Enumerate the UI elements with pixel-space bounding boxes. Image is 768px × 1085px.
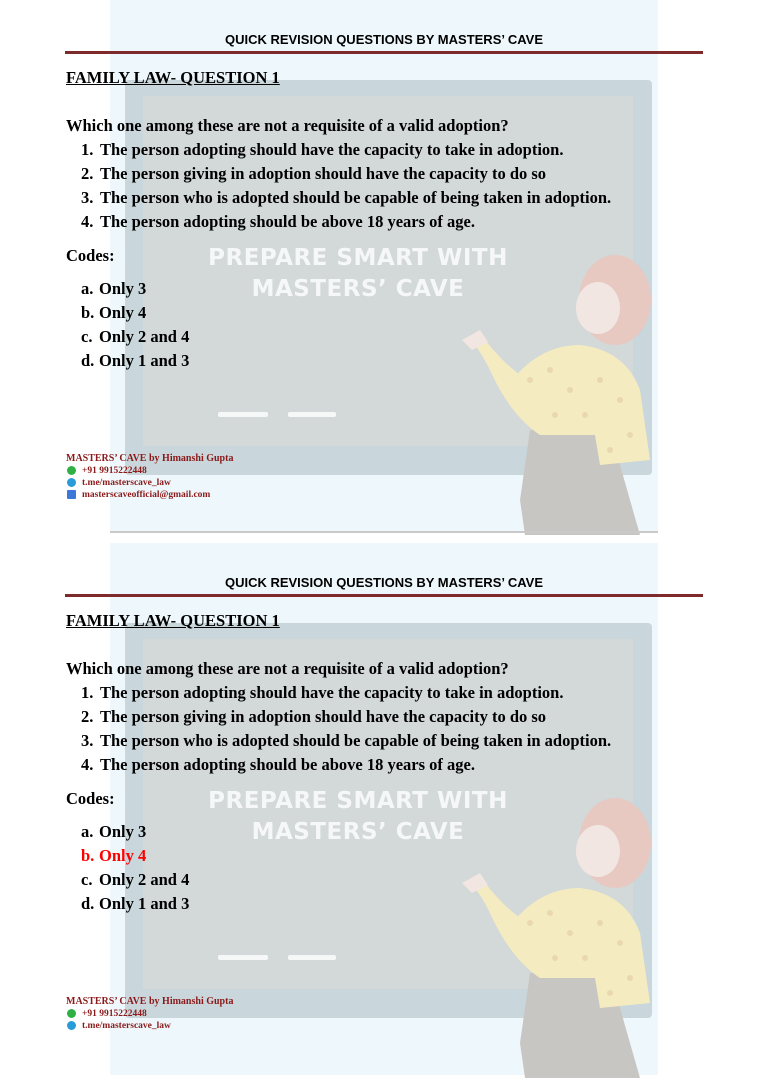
phone-text: +91 9915222448 — [82, 466, 147, 476]
watermark-line-2: MASTERS’ CAVE — [251, 276, 465, 302]
statement-number: 4. — [81, 212, 94, 231]
question-text: Which one among these are not a requisite of a valid adoption? — [66, 659, 509, 678]
statement-number: 1. — [81, 683, 94, 702]
page-2 — [0, 543, 768, 1085]
question-title: FAMILY LAW- QUESTION 1 — [66, 68, 280, 87]
page-header: QUICK REVISION QUESTIONS BY MASTERS’ CAVE — [224, 32, 544, 47]
option-b — [81, 303, 146, 323]
statement-item — [81, 140, 563, 160]
footer-email[interactable] — [66, 489, 233, 501]
statement-number: 2. — [81, 164, 94, 183]
footer-phone — [66, 465, 233, 477]
statement-number: 2. — [81, 707, 94, 726]
option-letter: a. — [81, 279, 94, 298]
footer-author: MASTERS’ CAVE by Himanshi Gupta — [66, 453, 234, 464]
chalk-piece — [218, 955, 268, 960]
option-c — [81, 327, 189, 347]
statement-text: The person giving in adoption should have the capacity to do so — [100, 164, 547, 183]
option-text: Only 2 and 4 — [99, 870, 190, 889]
option-d — [81, 894, 189, 914]
statement-number: 3. — [81, 731, 94, 750]
option-a — [81, 279, 146, 299]
chalk-piece — [288, 955, 336, 960]
watermark-line-2: MASTERS’ CAVE — [251, 819, 465, 845]
option-letter: d. — [81, 351, 95, 370]
option-letter: d. — [81, 894, 95, 913]
statement-number: 3. — [81, 188, 94, 207]
email-link[interactable]: masterscaveofficial@gmail.com — [82, 490, 211, 500]
option-letter: c. — [81, 327, 93, 346]
whatsapp-icon — [67, 466, 76, 475]
watermark-line-1: PREPARE SMART WITH — [208, 788, 508, 814]
statement-text: The person adopting should have the capacity to take in adoption. — [100, 140, 564, 159]
statement-item — [81, 188, 611, 208]
option-letter: c. — [81, 870, 93, 889]
header-divider — [65, 51, 703, 54]
option-letter: b. — [81, 303, 95, 322]
statement-item — [81, 755, 475, 775]
option-text: Only 4 — [99, 846, 147, 865]
footer-phone — [66, 1008, 233, 1020]
statement-text: The person who is adopted should be capable of being taken in adoption. — [100, 731, 612, 750]
phone-text: +91 9915222448 — [82, 1009, 147, 1019]
email-icon — [67, 490, 76, 499]
teacher-illustration — [450, 250, 660, 535]
option-text: Only 2 and 4 — [99, 327, 190, 346]
statement-text: The person giving in adoption should have the capacity to do so — [100, 707, 547, 726]
chalk-piece — [288, 412, 336, 417]
option-text: Only 3 — [99, 822, 147, 841]
statement-text: The person adopting should be above 18 years of age. — [100, 212, 475, 231]
option-text: Only 1 and 3 — [99, 351, 190, 370]
chalk-piece — [218, 412, 268, 417]
statement-text: The person adopting should be above 18 years of age. — [100, 755, 475, 774]
option-letter: a. — [81, 822, 94, 841]
teacher-illustration — [450, 793, 660, 1078]
footer-telegram[interactable] — [66, 1020, 233, 1032]
telegram-link[interactable]: t.me/masterscave_law — [82, 478, 171, 488]
page-header: QUICK REVISION QUESTIONS BY MASTERS’ CAVE — [224, 575, 544, 590]
footer-author: MASTERS’ CAVE by Himanshi Gupta — [66, 996, 234, 1007]
option-text: Only 3 — [99, 279, 147, 298]
question-text: Which one among these are not a requisite of a valid adoption? — [66, 116, 509, 135]
footer-contact — [66, 996, 233, 1032]
page-1 — [0, 0, 768, 542]
option-letter: b. — [81, 846, 95, 865]
option-a — [81, 822, 146, 842]
whatsapp-icon — [67, 1009, 76, 1018]
option-text: Only 4 — [99, 303, 147, 322]
statement-item — [81, 212, 475, 232]
statement-text: The person adopting should have the capacity to take in adoption. — [100, 683, 564, 702]
option-d — [81, 351, 189, 371]
telegram-icon — [67, 1021, 76, 1030]
telegram-link[interactable]: t.me/masterscave_law — [82, 1021, 171, 1031]
option-c — [81, 870, 189, 890]
footer-contact — [66, 453, 233, 501]
codes-label: Codes: — [66, 246, 115, 265]
telegram-icon — [67, 478, 76, 487]
watermark-line-1: PREPARE SMART WITH — [208, 245, 508, 271]
option-b-correct-answer — [81, 846, 146, 866]
statement-number: 4. — [81, 755, 94, 774]
statement-item — [81, 731, 611, 751]
statement-item — [81, 164, 546, 184]
statement-text: The person who is adopted should be capable of being taken in adoption. — [100, 188, 612, 207]
question-title: FAMILY LAW- QUESTION 1 — [66, 611, 280, 630]
footer-telegram[interactable] — [66, 477, 233, 489]
statement-number: 1. — [81, 140, 94, 159]
statement-item — [81, 683, 563, 703]
statement-item — [81, 707, 546, 727]
page-separator — [110, 531, 658, 533]
codes-label: Codes: — [66, 789, 115, 808]
header-divider — [65, 594, 703, 597]
option-text: Only 1 and 3 — [99, 894, 190, 913]
